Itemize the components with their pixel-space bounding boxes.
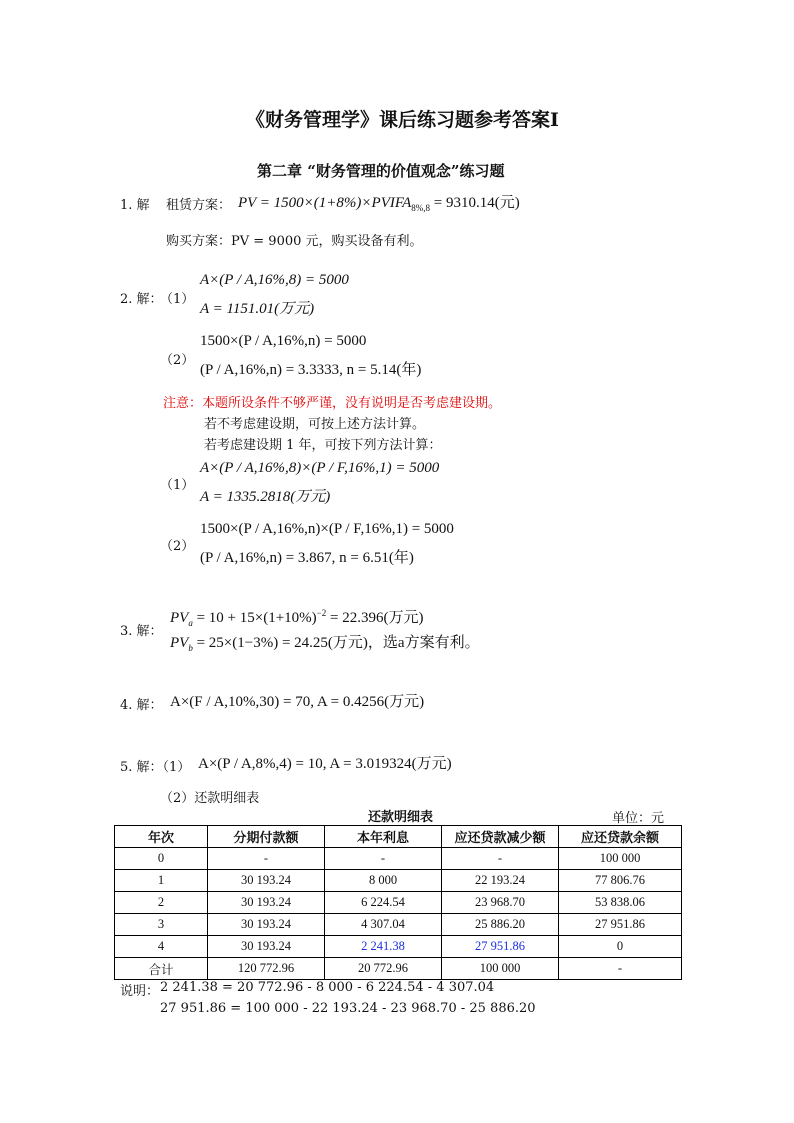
q4-label: 4. 解： [120,698,163,713]
explain-line2: 27 951.86 = 100 000 - 22 193.24 - 23 968.70 - 25 886.20 [160,1001,536,1016]
q5-formula: A×(P / A,8%,4) = 10, A = 3.019324(万元) [198,756,452,772]
cell: 0 [559,936,682,958]
q2-part2-label: （2） [160,353,195,368]
q3-label: 3. 解： [120,624,163,639]
q2-part3-label: （1） [160,478,195,493]
cell: 30 193.24 [208,870,325,892]
q2-part2-line1: 1500×(P / A,16%,n) = 5000 [200,333,367,349]
cell: 1 [115,870,208,892]
cell: - [559,958,682,980]
q3-line1: $PV_a = 10 + 15\times(1+10\%)^{-2} = 22.396$(万元) [170,608,424,628]
q1-label: 1. 解 [120,198,150,213]
q5-part2-text: （2）还款明细表 [160,791,260,806]
cell: 2 [115,892,208,914]
q1-lease-subscript: 8%,8 [411,203,430,213]
cell: 53 838.06 [559,892,682,914]
cell: 27 951.86 [559,914,682,936]
table-row [115,892,682,914]
q2-part1-label: （1） [160,292,195,307]
cell: 100 000 [559,848,682,870]
cell: - [208,848,325,870]
explain-line1: 2 241.38 = 20 772.96 - 8 000 - 6 224.54 - 4 307.04 [160,980,495,995]
cell: 4 307.04 [325,914,442,936]
table-row [115,936,682,958]
cell: - [325,848,442,870]
table-row [115,848,682,870]
cell: 20 772.96 [325,958,442,980]
cell: 30 193.24 [208,892,325,914]
header-balance: 应还贷款余额 [559,826,682,848]
table-header-row [115,826,682,848]
cell: 22 193.24 [442,870,559,892]
q1-lease-label: 租赁方案： [166,198,232,213]
highlighted-cell: 27 951.86 [442,936,559,958]
cell: 120 772.96 [208,958,325,980]
q2-part3-line2: A = 1335.2818(万元) [200,489,331,505]
q4-formula: A×(F / A,10%,30) = 70, A = 0.4256(万元) [170,694,425,710]
cell: 100 000 [442,958,559,980]
cell: 6 224.54 [325,892,442,914]
cell: 3 [115,914,208,936]
cell: - [442,848,559,870]
header-installment: 分期付款额 [208,826,325,848]
q3-line2: $PV_b = 25\times(1-3\%) = 24.25$(万元)，选a方案有利。 [170,635,480,653]
header-interest: 本年利息 [325,826,442,848]
table-unit: 单位：元 [612,811,665,826]
q2-note-line2: 若不考虑建设期，可按上述方法计算。 [204,417,426,432]
q2-part1-line1: A×(P / A,16%,8) = 5000 [200,272,349,288]
header-principal-reduction: 应还贷款减少额 [442,826,559,848]
cell: 23 968.70 [442,892,559,914]
q2-part1-line2: A = 1151.01(万元) [200,301,315,317]
q2-label: 2. 解： [120,292,163,307]
q2-part2-line2: (P / A,16%,n) = 3.3333, n = 5.14(年) [200,362,422,378]
document-title: 《财务管理学》课后练习题参考答案Ⅰ [246,109,559,131]
table-row [115,870,682,892]
cell: 25 886.20 [442,914,559,936]
q1-lease-formula: PV = $1500\times(1+8\%)\times PVIFA_{8\%,8} = 9310.14$(元) [238,195,520,213]
cell: 8 000 [325,870,442,892]
cell: 0 [115,848,208,870]
q2-part3-line1: A×(P / A,16%,8)×(P / F,16%,1) = 5000 [200,460,440,476]
cell: 77 806.76 [559,870,682,892]
q5-label: 5. 解：（1） [120,760,191,775]
cell: 合计 [115,958,208,980]
q2-part4-line1: 1500×(P / A,16%,n)×(P / F,16%,1) = 5000 [200,521,454,537]
q2-note: 注意：本题所设条件不够严谨，没有说明是否考虑建设期。 [163,396,502,411]
q2-part4-label: （2） [160,539,195,554]
explain-label: 说明： [120,984,160,999]
table-title: 还款明细表 [368,809,434,824]
table-total-row [115,958,682,980]
repayment-table [114,825,682,980]
q2-part4-line2: (P / A,16%,n) = 3.867, n = 6.51(年) [200,550,414,566]
highlighted-cell: 2 241.38 [325,936,442,958]
cell: 4 [115,936,208,958]
cell: 30 193.24 [208,936,325,958]
header-year: 年次 [115,826,208,848]
table-row [115,914,682,936]
chapter-title: 第二章 “财务管理的价值观念”练习题 [257,162,505,180]
q2-note-line3: 若考虑建设期 1 年，可按下列方法计算： [204,438,442,453]
q1-buy-text: 购买方案：PV = 9000 元，购买设备有利。 [166,234,423,249]
cell: 30 193.24 [208,914,325,936]
